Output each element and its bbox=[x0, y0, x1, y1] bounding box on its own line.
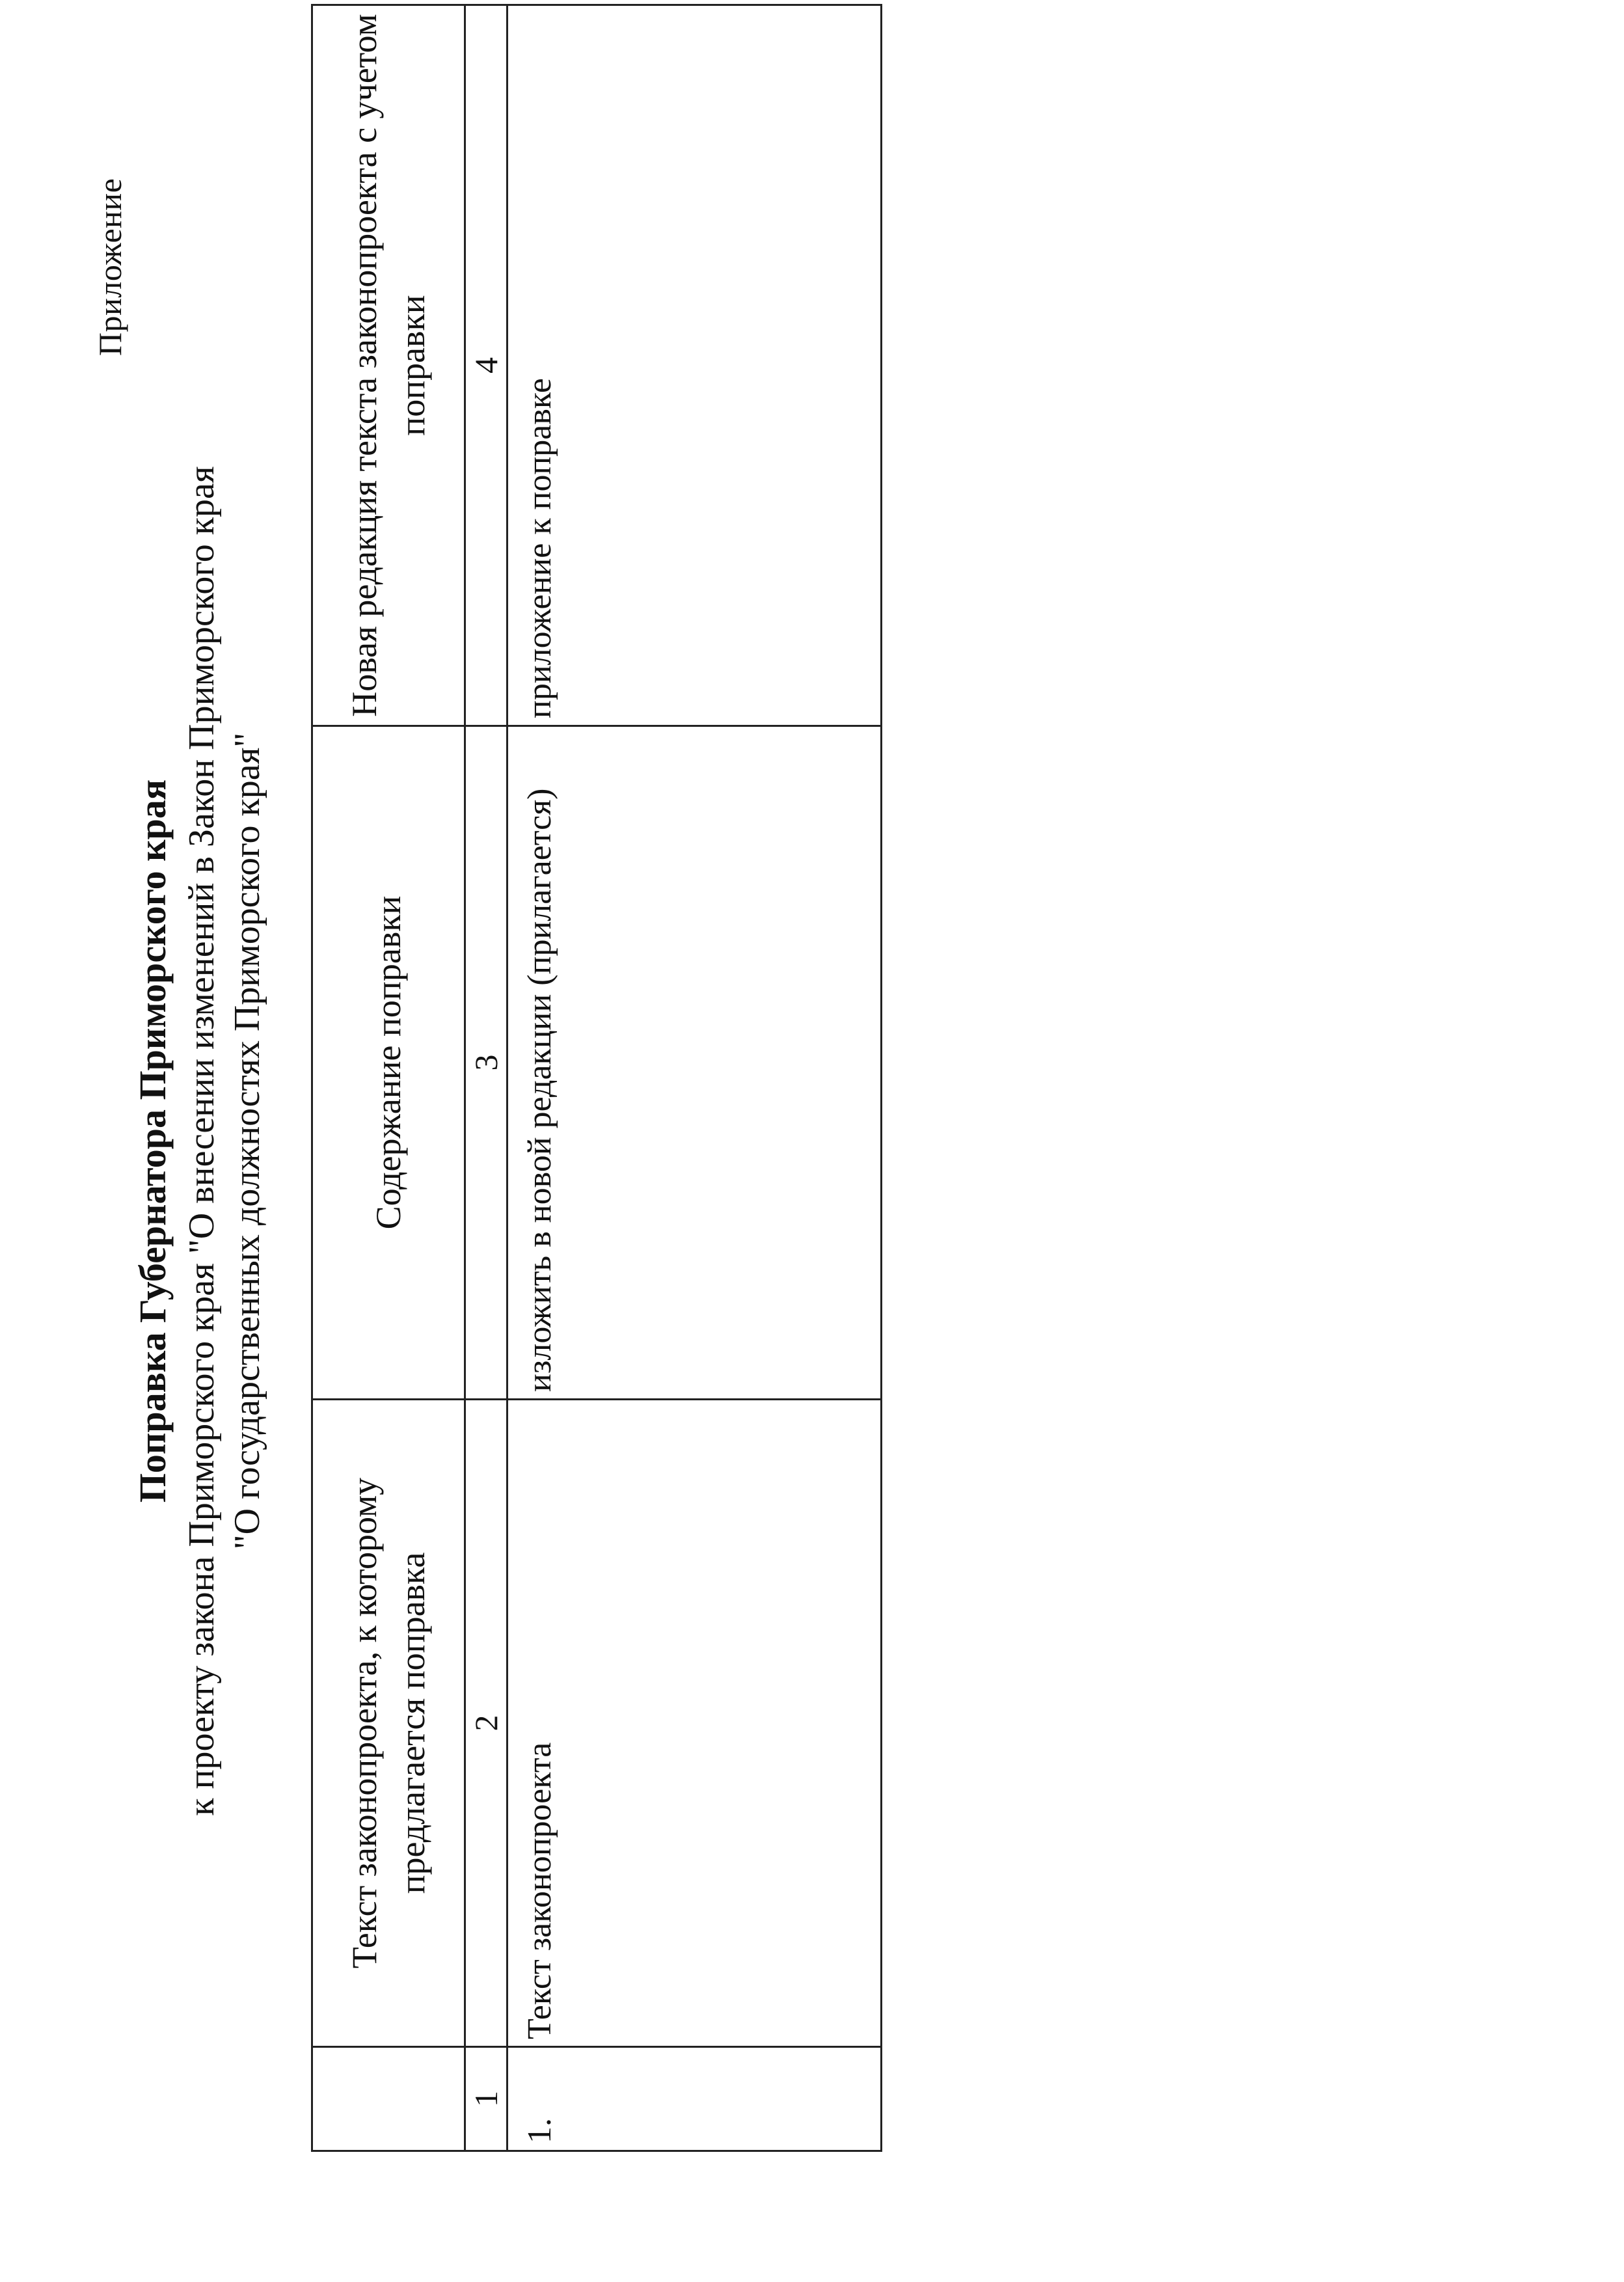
column-number: 3 bbox=[465, 726, 508, 1400]
row-amendment-content: изложить в новой редакции (прилагается) bbox=[508, 726, 882, 1400]
row-new-wording: приложение к поправке bbox=[508, 5, 882, 726]
heading-block bbox=[127, 0, 270, 2282]
row-bill-text: Текст законопроекта bbox=[508, 1400, 882, 2047]
document-subtitle-line1: к проекту закона Приморского края "О внесении изменений в Закон Приморского края bbox=[182, 466, 222, 1816]
appendix-label: Приложение bbox=[92, 178, 128, 356]
column-number: 1 bbox=[465, 2047, 508, 2151]
table-row bbox=[508, 5, 882, 2151]
header-bill-text: Текст законопроекта, к которому предлагается поправка bbox=[312, 1400, 465, 2047]
amendment-table bbox=[311, 4, 882, 2152]
document-title: Поправка Губернатора Приморского края bbox=[131, 779, 174, 1503]
document-subtitle-line2: "О государственных должностях Приморского края" bbox=[227, 732, 267, 1550]
header-new-wording: Новая редакция текста законопроекта с учетом поправки bbox=[312, 5, 465, 726]
row-number: 1. bbox=[508, 2047, 882, 2151]
column-number-row bbox=[465, 5, 508, 2151]
header-amendment-content: Содержание поправки bbox=[312, 726, 465, 1400]
column-number: 4 bbox=[465, 5, 508, 726]
table-header-row bbox=[312, 5, 465, 2151]
column-number: 2 bbox=[465, 1400, 508, 2047]
header-number-cell bbox=[312, 2047, 465, 2151]
